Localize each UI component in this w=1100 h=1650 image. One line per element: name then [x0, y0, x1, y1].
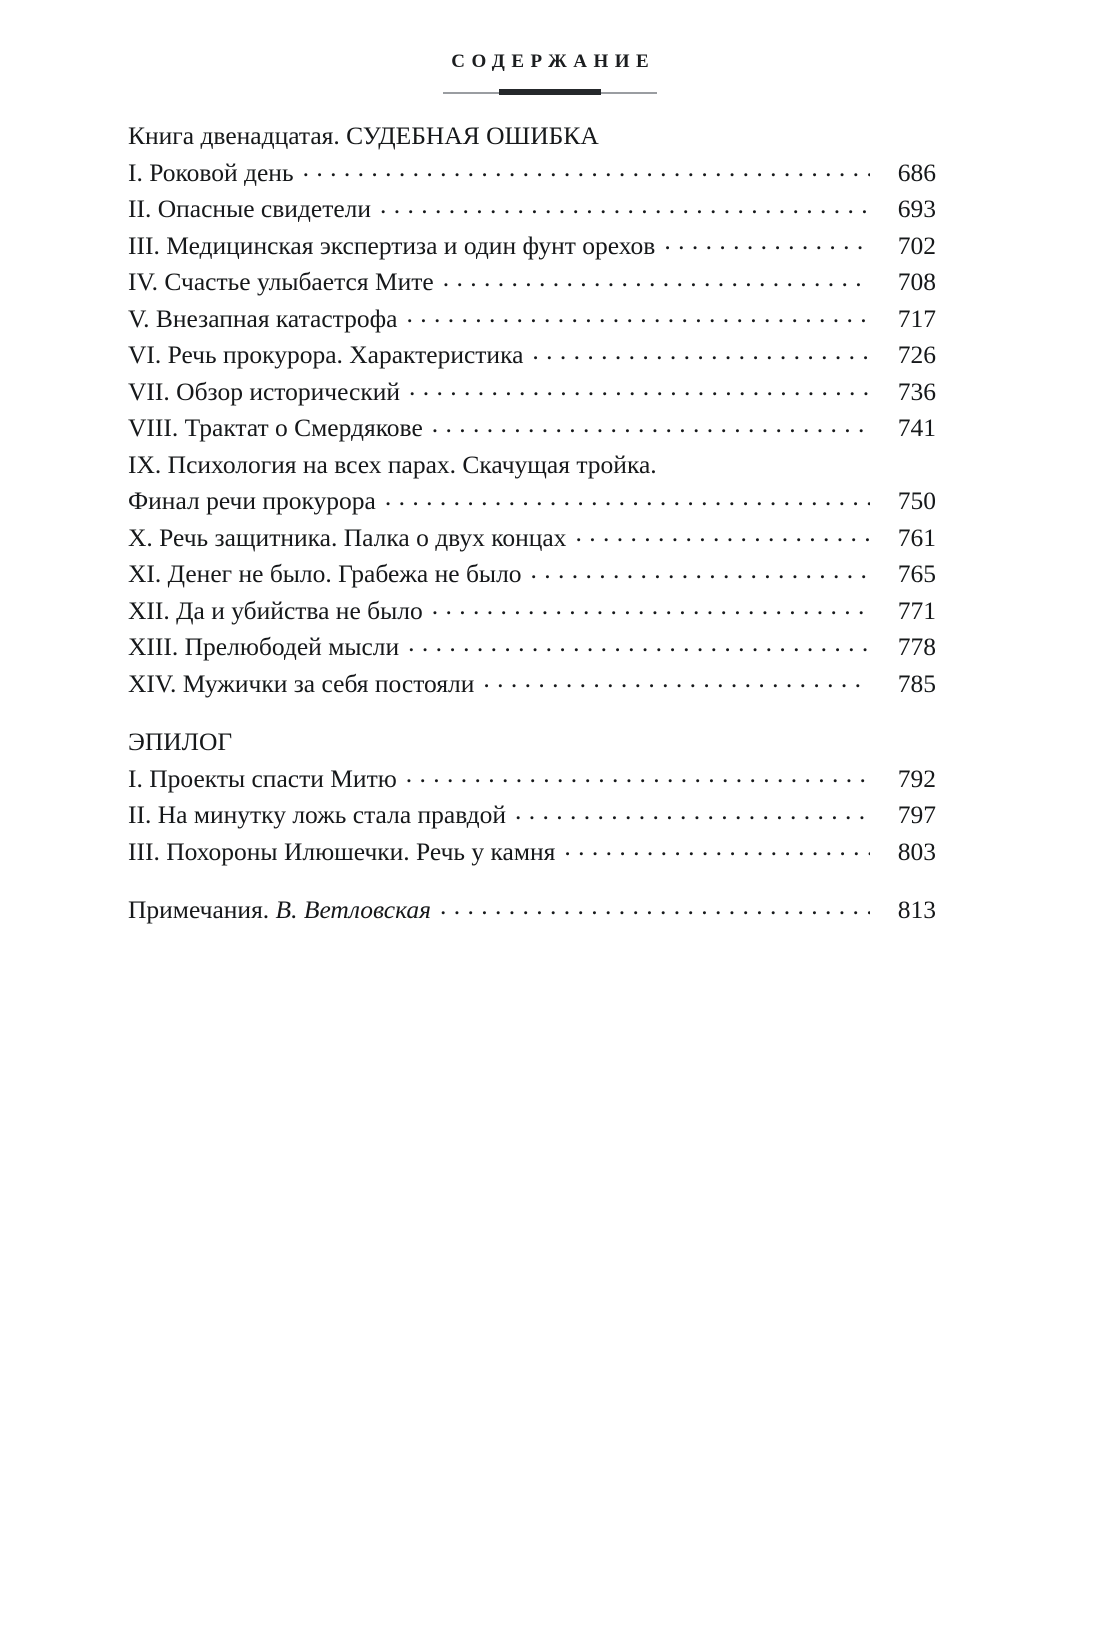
toc-entry-label: V. Внезапная катастрофа	[128, 303, 398, 333]
toc-entry-row[interactable]	[128, 834, 936, 871]
toc-entry-row[interactable]	[128, 797, 936, 834]
toc-entry-row[interactable]	[128, 520, 936, 557]
toc-entry-row[interactable]	[128, 264, 936, 301]
toc-entry-label: IV. Счастье улыбается Мите	[128, 267, 434, 296]
toc-page-number: 686	[897, 157, 936, 187]
toc-page-number: 797	[897, 800, 936, 829]
toc-page-number: 726	[897, 340, 936, 369]
toc-entry-list	[128, 118, 936, 929]
toc-dot-leader	[443, 265, 870, 291]
toc-page-number: 693	[897, 194, 936, 223]
toc-entry-row[interactable]	[128, 761, 936, 798]
toc-page-number: 765	[897, 559, 936, 588]
toc-entry-label: VI. Речь прокурора. Характеристика	[128, 340, 524, 369]
toc-entry-row[interactable]	[128, 556, 936, 593]
toc-entry-row[interactable]	[128, 410, 936, 447]
toc-entry-label: I. Роковой день	[128, 157, 294, 187]
toc-page-number: 771	[897, 595, 936, 625]
toc-page-number: 702	[897, 230, 936, 260]
toc-dot-leader	[385, 484, 870, 510]
toc-entry-label: Финал речи прокурора	[128, 486, 376, 515]
toc-entry-row[interactable]	[128, 593, 936, 630]
toc-entry-row[interactable]	[128, 374, 936, 411]
header-rule-ornament	[443, 88, 657, 97]
toc-page-number: 761	[897, 522, 936, 552]
toc-dot-leader	[303, 155, 870, 181]
toc-page-number: 708	[897, 267, 936, 296]
toc-page-number: 813	[897, 895, 936, 924]
toc-entry-row[interactable]	[128, 191, 936, 228]
toc-dot-leader	[380, 192, 870, 218]
toc-section-heading	[128, 118, 936, 155]
toc-entry-label: XII. Да и убийства не было	[128, 595, 423, 625]
toc-entry-label: XI. Денег не было. Грабежа не было	[128, 559, 522, 588]
toc-page-number: 717	[897, 303, 936, 333]
toc-entry-title: Примечания.	[128, 895, 276, 924]
toc-entry-label: XIII. Прелюбодей мысли	[128, 632, 400, 661]
toc-section-heading	[128, 724, 936, 761]
toc-entry-row[interactable]	[128, 629, 936, 666]
toc-page-number: 750	[897, 486, 936, 515]
toc-page-number: 778	[897, 632, 936, 661]
toc-header	[0, 52, 1100, 97]
toc-page-number: 785	[897, 668, 936, 698]
toc-entry-row[interactable]	[128, 301, 936, 338]
toc-page-number: 792	[897, 763, 936, 793]
toc-entry-label: I. Проекты спасти Митю	[128, 763, 397, 793]
toc-dot-leader	[432, 593, 870, 619]
toc-dot-leader	[409, 374, 870, 400]
toc-dot-leader	[408, 630, 870, 656]
toc-entry-label: XIV. Мужички за себя постояли	[128, 668, 475, 698]
toc-entry-label: II. Опасные свидетели	[128, 194, 372, 223]
toc-entry-label	[128, 892, 440, 929]
toc-entry-row[interactable]	[128, 337, 936, 374]
toc-entry-label: ЭПИЛОГ	[128, 727, 233, 756]
toc-dot-leader	[564, 834, 870, 860]
toc-dot-leader	[515, 798, 870, 824]
toc-entry-label: X. Речь защитника. Палка о двух концах	[128, 522, 567, 552]
toc-entry-label: II. На минутку ложь стала правдой	[128, 800, 507, 829]
header-rule-thick-segment	[499, 89, 602, 95]
toc-group-notes	[128, 892, 936, 929]
toc-entry-attribution: В. Ветловская	[275, 895, 431, 924]
toc-entry-label: III. Похороны Илюшечки. Речь у камня	[128, 836, 556, 866]
toc-entry-row[interactable]	[128, 447, 936, 484]
toc-dot-leader	[432, 411, 870, 437]
toc-dot-leader	[575, 520, 870, 546]
toc-dot-leader	[483, 666, 870, 692]
toc-entry-row[interactable]	[128, 892, 936, 929]
toc-entry-label: III. Медицинская экспертиза и один фунт орехов	[128, 230, 656, 260]
toc-entry-label: IX. Психология на всех парах. Скачущая тройка.	[128, 449, 657, 479]
toc-entry-row[interactable]	[128, 155, 936, 192]
toc-entry-label: VII. Обзор исторический	[128, 376, 401, 406]
toc-entry-row[interactable]	[128, 483, 936, 520]
toc-dot-leader	[531, 557, 870, 583]
toc-entry-row[interactable]	[128, 666, 936, 703]
toc-page-number: 741	[897, 413, 936, 442]
page-title: СОДЕРЖАНИЕ	[451, 51, 656, 72]
toc-dot-leader	[440, 893, 870, 919]
toc-page-number: 803	[897, 836, 936, 866]
toc-page-number: 736	[897, 376, 936, 406]
toc-dot-leader	[406, 301, 870, 327]
toc-entry-row[interactable]	[128, 228, 936, 265]
toc-group-epilogue	[128, 724, 936, 870]
toc-dot-leader	[664, 228, 870, 254]
toc-group-book-twelve	[128, 118, 936, 702]
toc-dot-leader	[532, 338, 870, 364]
toc-dot-leader	[406, 761, 870, 787]
toc-entry-label: VIII. Трактат о Смердякове	[128, 413, 423, 442]
toc-entry-label: Книга двенадцатая. СУДЕБНАЯ ОШИБКА	[128, 121, 599, 150]
